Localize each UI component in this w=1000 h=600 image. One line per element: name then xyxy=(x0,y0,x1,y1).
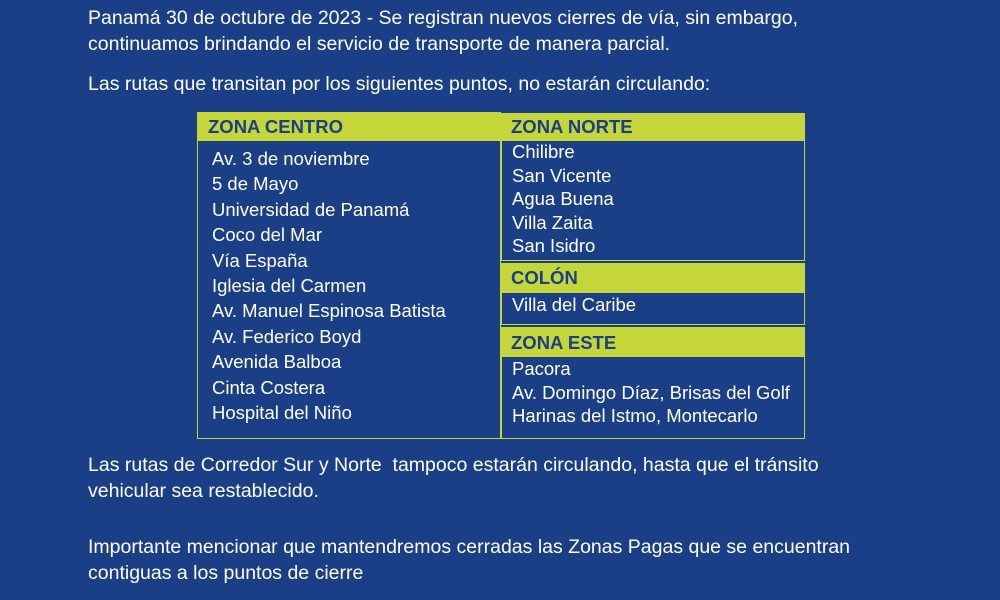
intro-paragraph xyxy=(88,5,968,57)
zone-list-item: Universidad de Panamá xyxy=(212,198,410,220)
zona-norte-list xyxy=(512,140,614,258)
zonas-pagas-paragraph xyxy=(88,534,968,586)
colon-list xyxy=(512,293,636,317)
zone-list-item: 5 de Mayo xyxy=(212,173,299,195)
zona-este-list xyxy=(512,357,790,428)
zone-list-item: Hospital del Niño xyxy=(212,402,352,424)
zone-list-item: Av. Manuel Espinosa Batista xyxy=(212,300,446,322)
zone-list-item: Harinas del Istmo, Montecarlo xyxy=(512,405,758,427)
colon-section xyxy=(501,293,805,325)
corredor-line-1: Las rutas de Corredor Sur y Norte tampoco estarán circulando, hasta que el tránsito xyxy=(88,454,819,476)
zona-este-header: ZONA ESTE xyxy=(501,327,805,357)
zone-list-item: San Vicente xyxy=(512,164,612,186)
zone-list-item: Iglesia del Carmen xyxy=(212,275,367,297)
corredor-line-2: vehicular sea restablecido. xyxy=(88,480,319,502)
colon-header: COLÓN xyxy=(501,263,805,293)
zone-list-item: Villa del Caribe xyxy=(512,294,637,315)
zone-list-item: Av. Domingo Díaz, Brisas del Golf xyxy=(512,381,790,403)
zonas-pagas-line-2: contiguas a los puntos de cierre xyxy=(88,562,364,584)
zona-norte-header: ZONA NORTE xyxy=(501,113,805,141)
closures-table xyxy=(197,112,804,439)
zona-este-section xyxy=(501,357,805,439)
zone-list-item: Coco del Mar xyxy=(212,224,323,246)
zone-list-item: Av. 3 de noviembre xyxy=(212,148,370,169)
zonas-pagas-line-1: Importante mencionar que mantendremos cerradas las Zonas Pagas que se encuentran xyxy=(88,536,851,558)
zona-centro-header: ZONA CENTRO xyxy=(198,113,501,141)
zone-list-item: Cinta Costera xyxy=(212,376,326,398)
zona-centro-list xyxy=(212,146,446,425)
zona-centro-section xyxy=(197,112,501,439)
zona-norte-section xyxy=(501,141,805,261)
intro-line-2: continuamos brindando el servicio de transporte de manera parcial. xyxy=(88,33,671,55)
zone-list-item: Pacora xyxy=(512,358,571,379)
zone-list-item: San Isidro xyxy=(512,235,596,257)
corredor-paragraph xyxy=(88,452,968,504)
zone-list-item: Agua Buena xyxy=(512,188,614,210)
right-zones-column xyxy=(500,112,804,439)
zone-list-item: Avenida Balboa xyxy=(212,351,342,373)
zone-list-item: Chilibre xyxy=(512,141,575,162)
zone-list-item: Vía España xyxy=(212,249,308,271)
intro-line-1: Panamá 30 de octubre de 2023 - Se registran nuevos cierres de vía, sin embargo, xyxy=(88,7,798,29)
routes-subtitle: Las rutas que transitan por los siguientes puntos, no estarán circulando: xyxy=(88,73,711,95)
zone-list-item: Av. Federico Boyd xyxy=(212,325,362,347)
zone-list-item: Villa Zaita xyxy=(512,211,593,233)
